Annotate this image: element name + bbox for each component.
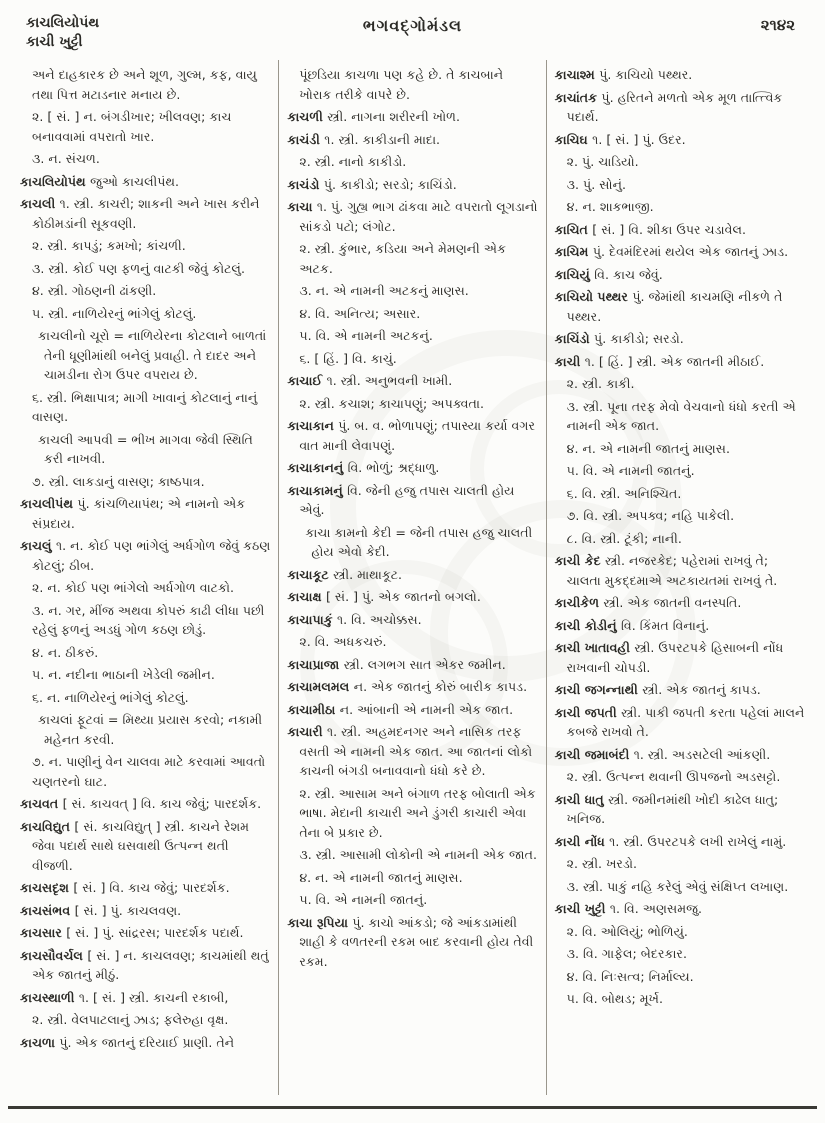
dictionary-sense-line: ૨. સ્ત્રી. ઉત્પન્ન થવાની ઊપજનો અડસટ્ટો. xyxy=(566,769,781,784)
dictionary-sense-line: ૨. સ્ત્રી. કચાશ; કાચાપણું; અપક્વતા. xyxy=(299,395,484,411)
dictionary-sense-line: ૩. સ્ત્રી. પાકું નહિ કરેલું એવું સંક્ષિપ્ત લખાણ. xyxy=(566,878,789,894)
headword: કાચિઘ xyxy=(554,131,593,147)
dictionary-entry: કાચીકેળ સ્ત્રી. એક જાતની વનસ્પતિ. xyxy=(554,595,742,610)
dictionary-entry: કાચસ્થાળી ૧. [ સં. ] સ્ત્રી. કાચની રકાબી, xyxy=(20,989,229,1005)
dictionary-idiom-line: કાચલીનો ચૂરો = નાળિયેરના કોટલાને બાળતાં તેની ધૂણીમાંથી બનેલું પ્રવાહી. તે દાદર અને ચામડીના રોગ ઉપર વપરાય છે. xyxy=(38,328,267,382)
dictionary-sense-line: ૪. ન. એ નામની જાતનું માણસ. xyxy=(566,440,730,456)
headword: કાચી નોંધ xyxy=(554,833,610,849)
dictionary-entry: કાચિત [ સં. ] વિ. શીકા ઉપર ચડાવેલ. xyxy=(554,221,746,237)
dictionary-entry: કાચી કોડીનું વિ. કિંમત વિનાનું. xyxy=(554,617,710,633)
headword: કાચી જગન્નાથી xyxy=(554,682,643,697)
dictionary-entry: કાચિયો પથ્થર પું. જેમાંથી કાચમણિ નીકળે તે પથ્થર. xyxy=(554,289,783,324)
dictionary-sense-line: ૨. સ્ત્રી. કાપડું; કમખો; કાંચળી. xyxy=(32,238,186,253)
dictionary-entry: કાચાકાન પું. બ. વ. ભોળાપણું; તપાસ્યા કર્યા વગર વાત માની લેવાપણું. xyxy=(287,418,535,453)
headword: કાચસંભવ xyxy=(20,902,75,918)
dictionary-sense-line: ૨. પું. ચાડિયો. xyxy=(566,154,639,169)
headword: કાચાશ્મ xyxy=(554,67,600,82)
page-number: ૨૧૪૨ xyxy=(760,16,795,34)
dictionary-entry: કાચિઘ ૧. [ સં. ] પું. ઉદર. xyxy=(554,131,686,147)
dictionary-entry: કાચાપાકું ૧. વિ. અચોક્કસ. xyxy=(287,611,422,627)
dictionary-idiom-line: કાચા કામનો કેદી = જેની તપાસ હજુ ચાલતી હોય એવો કેદી. xyxy=(305,524,533,559)
dictionary-entry: કાચવિદ્યુત [ સં. કાચવિદ્યુત્ ] સ્ત્રી. કાચને રેશમ જેવા પદાર્થ સાથે ઘસવાથી ઉત્પન્ન થતી વીજળી. xyxy=(20,818,250,873)
headword: કાચીકેળ xyxy=(554,595,604,610)
dictionary-entry: કાચાપ્રાજા સ્ત્રી. લગભગ સાત એકર જમીન. xyxy=(287,656,506,672)
bottom-rule xyxy=(8,1106,817,1109)
headword: કાચળા xyxy=(20,1034,60,1050)
dictionary-entry: કાચળા પું. એક જાતનું દરિયાઈ પ્રાણી. તેને xyxy=(20,1034,235,1050)
dictionary-sense-line: ૫. ન. નદીના ભાઠાની ખેડેલી જમીન. xyxy=(32,667,215,682)
headword: કાચલી xyxy=(20,196,60,211)
dictionary-entry: કાચિંડો પું. કાકીડો; સરડો. xyxy=(554,331,684,346)
dictionary-column-3 xyxy=(546,60,813,1095)
dictionary-sense-line: ૨. ન. કોઈ પણ ભાંગેલો અર્ધગોળ વાટકો. xyxy=(32,580,235,595)
dictionary-sense-line: ૩. ન. એ નામની અટકનું માણસ. xyxy=(299,283,469,298)
dictionary-entry: કાચાકાનનું વિ. ભોળું; શ્રદ્ધાળુ. xyxy=(287,460,440,475)
dictionary-sense-line: ૩. ન. ગર, મીંજ અથવા કોપરું કાઢી લીધા પછી રહેલું ફળનું અડધું ગોળ કઠણ છોડું. xyxy=(32,602,265,637)
dictionary-sense-line: ૫. વિ. બોથડ; મૂર્ખ. xyxy=(566,991,663,1006)
headword: કાચંડો xyxy=(287,176,324,192)
headword: કાચિયું xyxy=(554,266,595,282)
headword: કાચવત xyxy=(20,796,63,811)
dictionary-entry: કાચી ધાતુ સ્ત્રી. જમીનમાંથી ખોદી કાઢેલ ધાતુ; ખનિજ. xyxy=(554,791,779,826)
headword: કાચી xyxy=(554,353,585,369)
dictionary-sense-line: ૨. સ્ત્રી. ખરડો. xyxy=(566,856,637,871)
headword: કાચામીઠા xyxy=(287,701,340,717)
headword: કાચી કોડીનું xyxy=(554,617,622,633)
dictionary-sense-line: ૨. સ્ત્રી. નાનો કાકીડો. xyxy=(299,154,407,169)
dictionary-sense-line: ૫. વિ. એ નામની અટકનું. xyxy=(299,328,433,343)
dictionary-entry: કાચસૌવર્ચલ [ સં. ] ન. કાચલવણ; કાચમાંથી થતું એક જાતનું મીઠું. xyxy=(20,947,269,982)
dictionary-entry: કાચી ખુટ્ટી ૧. વિ. અણસમજુ. xyxy=(554,901,703,916)
dictionary-sense-line: ૫. સ્ત્રી. નાળિયેરનું ભાંગેલું કોટલું. xyxy=(32,305,197,321)
dictionary-entry: કાચિમ પું. દેવમંદિરમાં થયેલ એક જાતનું ઝાડ. xyxy=(554,244,789,259)
headword: કાચિમ xyxy=(554,244,593,259)
dictionary-sense-line: ૪. વિ. અનિત્ય; અસાર. xyxy=(299,305,421,321)
dictionary-entry: કાચી કેદ સ્ત્રી. નજરકેદ; પહેરામાં રાખવું તે; ચાલતા મુકદ્દમાએ અટકાયતમાં રાખવું તે. xyxy=(554,553,778,588)
headword: કાચસ્થાળી xyxy=(20,989,79,1005)
dictionary-entry: કાચસદૃશ [ સં. ] વિ. કાચ જેવું; પારદર્શક. xyxy=(20,880,230,895)
running-head-last-word: કાચી ખુટ્ટી xyxy=(26,34,83,50)
dictionary-sense-line: ૬. ન. નાળિયેરનું ભાંગેલું કોટલું. xyxy=(32,689,189,705)
dictionary-sense-line: ૭. ન. પાણીનું વેન ચાલવા માટે કરવામાં આવતો ચણતરનો ઘાટ. xyxy=(32,754,266,789)
dictionary-idiom-line: કાચલાં ફૂટવાં = મિથ્યા પ્રયાસ કરવો; નકામી મહેનત કરવી. xyxy=(38,712,263,747)
headword: કાચી જપતી xyxy=(554,704,622,720)
headword: કાચામલમલ xyxy=(287,679,354,694)
dictionary-sense-line: ૪. ન. શાકભાજી. xyxy=(566,199,654,214)
headword: કાચાકાનનું xyxy=(287,460,348,475)
dictionary-sense-line: ૭. વિ. સ્ત્રી. અપક્વ; નહિ પાકેલી. xyxy=(566,508,735,523)
book-title: ભગવદ્ગોમંડલ xyxy=(362,16,463,35)
running-head-first-word: કાચલિયોપંથ xyxy=(26,15,100,31)
headword: કાચલું xyxy=(20,538,56,553)
page-header xyxy=(0,0,825,58)
dictionary-sense-line: ૩. સ્ત્રી. આસામી લોકોની એ નામની એક જાત. xyxy=(299,847,537,862)
dictionary-entry: કાચાઈ ૧. સ્ત્રી. અનુભવની ખામી. xyxy=(287,373,453,388)
dictionary-sense-line: ૩. વિ. ગાફેલ; બેદરકાર. xyxy=(566,946,687,961)
headword: કાચી ધાતુ xyxy=(554,791,609,807)
dictionary-sense-line: ૪. ન. ઠીકરું. xyxy=(32,644,99,660)
dictionary-entry: કાચલિયોપંથ જુઓ કાચલીપંથ. xyxy=(20,173,180,189)
headword: કાચી કેદ xyxy=(554,553,606,568)
headword: કાચાપાકું xyxy=(287,611,337,627)
dictionary-sense-line: ૨. વિ. ઓલિયું; ભોળિયું. xyxy=(566,923,688,939)
dictionary-entry: કાચી ખાતાવહી સ્ત્રી. ઉપરટપકે હિસાબની નોંધ રાખવાની ચોપડી. xyxy=(554,640,784,675)
dictionary-column-2 xyxy=(278,60,545,1095)
dictionary-column-1 xyxy=(12,60,278,1095)
dictionary-sense-line: ૩. ન. સંચળ. xyxy=(32,151,100,166)
headword: કાચાપ્રાજા xyxy=(287,656,344,672)
dictionary-entry: કાચિયું વિ. કાચ જેવું. xyxy=(554,266,663,282)
dictionary-entry: કાચારી ૧. સ્ત્રી. અહમદનગર અને નાસિક તરફ વસતી એ નામની એક જાત. આ જાતનાં લોકો કાચની બંગડી બનાવવાનો ધંધો કરે છે. xyxy=(287,724,533,778)
dictionary-entry: કાચલી ૧. સ્ત્રી. કાચરી; શાકની અને ખાસ કરીને કોઠીમડાંની સૂકવણી. xyxy=(20,196,260,231)
dictionary-entry: કાચા રૂપિયા પું. કાચો આંકડો; જે આંકડામાંથી શાહી કે વળતરની રકમ બાદ કરવાની હોય તેવી રકમ. xyxy=(287,914,534,969)
dictionary-sense-line: ૨. સ્ત્રી. કુંભાર, કડિયા અને મેમણની એક અટક. xyxy=(299,241,506,276)
headword: કાચારી xyxy=(287,724,327,739)
dictionary-sense-line: ૪. વિ. નિઃસત્વ; નિર્માલ્ય. xyxy=(566,968,694,984)
dictionary-entry: કાચી ૧. [ હિં. ] સ્ત્રી. એક જાતની મીઠાઈ. xyxy=(554,353,765,369)
headword: કાચાકાન xyxy=(287,418,339,433)
dictionary-entry: કાચંડો પું. કાકીડો; સરડો; કાચિંડો. xyxy=(287,176,457,192)
dictionary-cont-line: અને દાહકારક છે અને શૂળ, ગુલ્મ, કફ, વાયુ તથા પિત્ત મટાડનાર મનાય છે. xyxy=(32,67,257,102)
headword: કાચલિયોપંથ xyxy=(20,173,91,189)
headword: કાચવિદ્યુત xyxy=(20,818,75,834)
dictionary-entry: કાચી જપતી સ્ત્રી. પાકી જપતી કરતા પહેલાં માલને કબજે રાખવો તે. xyxy=(554,704,805,739)
dictionary-cont-line: પૂંછડિયા કાચળા પણ કહે છે. તે કાચબાને ખોરાક તરીકે વાપરે છે. xyxy=(299,67,504,102)
dictionary-entry: કાચામલમલ ન. એક જાતનું કોરું બારીક કાપડ. xyxy=(287,679,528,694)
headword: કાચસદૃશ xyxy=(20,880,74,895)
headword: કાચિયો પથ્થર xyxy=(554,289,633,304)
dictionary-sense-line: ૨. વિ. અધકચરું. xyxy=(299,634,387,649)
dictionary-sense-line: ૪. સ્ત્રી. ગોઠણની ઢાંકણી. xyxy=(32,283,157,298)
dictionary-sense-line: ૩. પું. સોનું. xyxy=(566,176,626,192)
headword: કાચી જમાબંદી xyxy=(554,746,634,762)
headword: કાચસૌવર્ચલ xyxy=(20,947,88,963)
headword: કાચાઈ xyxy=(287,373,327,388)
headword: કાચાકૂટ xyxy=(287,566,334,582)
dictionary-sense-line: ૭. સ્ત્રી. લાકડાનું વાસણ; કાષ્ઠપાત્ર. xyxy=(32,473,205,489)
dictionary-entry: કાચાંતક પું. હરિતને મળતો એક મૂળ તાત્ત્વિક પદાર્થ. xyxy=(554,89,783,124)
dictionary-entry: કાચાક્ષ [ સં. ] પું. એક જાતનો બગલો. xyxy=(287,589,481,604)
headword: કાચલીપંથ xyxy=(20,496,78,511)
headword: કાચા રૂપિયા xyxy=(287,914,353,930)
dictionary-sense-line: ૨. [ સં. ] ન. બંગડીખાર; ખીલવણ; કાચ બનાવવામાં વપરાતો ખાર. xyxy=(32,109,232,144)
dictionary-sense-line: ૫. વિ. એ નામની જાતનું. xyxy=(299,892,428,907)
headword: કાચળી xyxy=(287,109,328,124)
dictionary-columns xyxy=(12,60,813,1095)
headword: કાચસાર xyxy=(20,925,67,940)
dictionary-entry: કાચાકામનું વિ. જેની હજુ તપાસ ચાલતી હોય એવું. xyxy=(287,482,515,517)
dictionary-idiom-line: કાચલી આપવી = ભીખ માગવા જેવી સ્થિતિ કરી નાખવી. xyxy=(38,431,253,466)
dictionary-entry: કાચાકૂટ સ્ત્રી. માથાકૂટ. xyxy=(287,566,403,582)
headword: કાચી ખુટ્ટી xyxy=(554,901,610,916)
dictionary-entry: કાચામીઠા ન. આંબાની એ નામની એક જાત. xyxy=(287,701,514,717)
dictionary-sense-line: ૫. વિ. એ નામની જાતનું. xyxy=(566,463,695,478)
headword: કાચિત xyxy=(554,221,593,237)
dictionary-entry: કાચાશ્મ પું. કાચિયો પથ્થર. xyxy=(554,67,693,82)
dictionary-sense-line: ૮. વિ. સ્ત્રી. ટૂંકી; નાની. xyxy=(566,530,682,546)
headword: કાચી ખાતાવહી xyxy=(554,640,635,655)
headword: કાચાકામનું xyxy=(287,482,348,498)
dictionary-sense-line: ૩. સ્ત્રી. કોઈ પણ ફળનું વાટકી જેવું કોટલું. xyxy=(32,260,245,276)
dictionary-entry: કાચંડી ૧. સ્ત્રી. કાકીડાની માદા. xyxy=(287,131,441,147)
headword: કાચાક્ષ xyxy=(287,589,326,604)
dictionary-entry: કાચળી સ્ત્રી. નાગના શરીરની ખોળ. xyxy=(287,109,460,124)
dictionary-sense-line: ૩. સ્ત્રી. પૂના તરફ મેવો વેચવાનો ધંધો કરતી એ નામની એક જાત. xyxy=(566,398,796,433)
headword: કાચંડી xyxy=(287,131,325,147)
dictionary-entry: કાચા ૧. પું. ગુહ્ય ભાગ ઢાંકવા માટે વપરાતો લૂગડાનો સાંકડો પટો; લંગોટ. xyxy=(287,199,538,234)
dictionary-sense-line: ૬. સ્ત્રી. ભિક્ષાપાત્ર; માગી ખાવાનું કોટલાનું નાનું વાસણ. xyxy=(32,389,258,424)
headword: કાચા xyxy=(287,199,317,214)
dictionary-entry: કાચલીપંથ પું. કાંચળિયાપંથ; એ નામનો એક સંપ્રદાય. xyxy=(20,496,246,531)
dictionary-entry: કાચલું ૧. ન. કોઈ પણ ભાંગેલું અર્ધગોળ જેવું કઠણ કોટલું; ઠીબ. xyxy=(20,538,271,573)
dictionary-entry: કાચી જગન્નાથી સ્ત્રી. એક જાતનું કાપડ. xyxy=(554,682,761,697)
dictionary-sense-line: ૨. સ્ત્રી. વેલપાટલાનું ઝાડ; ફલેરુહા વૃક્ષ. xyxy=(32,1012,229,1027)
dictionary-sense-line: ૨. સ્ત્રી. કાકી. xyxy=(566,376,635,391)
dictionary-entry: કાચવત [ સં. કાચવત્ ] વિ. કાચ જેવું; પારદર્શક. xyxy=(20,796,262,811)
dictionary-entry: કાચી નોંધ ૧. સ્ત્રી. ઉપરટપકે લખી રાખેલું નામું. xyxy=(554,833,787,849)
dictionary-sense-line: ૨. સ્ત્રી. આસામ અને બંગાળ તરફ બોલાતી એક ભાષા. મેદાની કાચારી અને ડુંગરી કાચારી એવા તેના બે પ્રકાર છે. xyxy=(299,785,536,840)
dictionary-sense-line: ૪. ન. એ નામની જાતનું માણસ. xyxy=(299,869,463,885)
headword: કાચાંતક xyxy=(554,89,602,105)
headword: કાચિંડો xyxy=(554,331,595,346)
dictionary-entry: કાચી જમાબંદી ૧. સ્ત્રી. અડસટેલી આંકણી. xyxy=(554,746,771,762)
dictionary-entry: કાચસંભવ [ સં. ] પું. કાચલવણ. xyxy=(20,902,182,918)
dictionary-sense-line: ૬. [ હિં. ] વિ. કાચું. xyxy=(299,350,397,366)
dictionary-sense-line: ૬. વિ. સ્ત્રી. અનિશ્ચિત. xyxy=(566,485,682,501)
dictionary-entry: કાચસાર [ સં. ] પું. સાંદ્રરસ; પારદર્શક પદાર્થ. xyxy=(20,925,244,940)
